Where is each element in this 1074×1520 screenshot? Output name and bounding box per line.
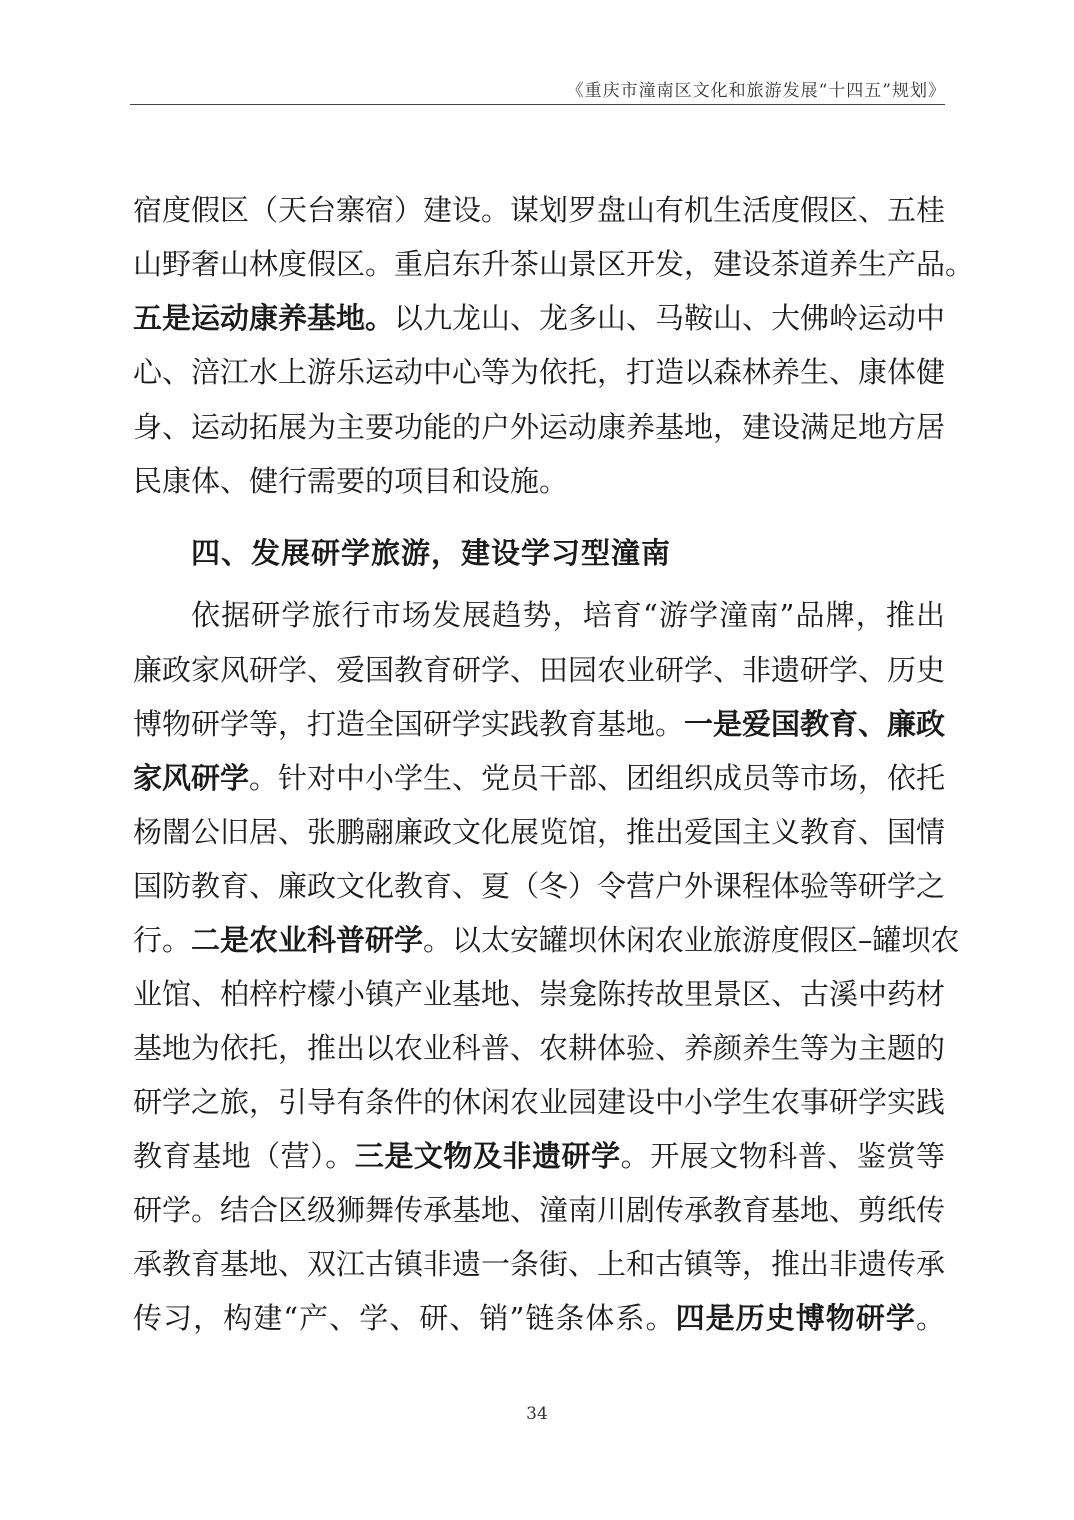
- section-heading: 四、发展研学旅游，建设学习型潼南: [191, 536, 672, 570]
- text-line: [133, 1190, 945, 1230]
- bold-text-segment: 五是运动康养基地。: [133, 301, 395, 335]
- text-segment: 业馆、柏梓柠檬小镇产业基地、崇龛陈抟故里景区、古溪中药材: [133, 977, 946, 1011]
- bold-text-segment: 三是文物及非遗研学: [354, 1139, 621, 1173]
- text-line: [191, 595, 945, 635]
- text-segment: 博物研学等，打造全国研学实践教育基地。: [133, 707, 685, 741]
- text-line: [133, 758, 945, 798]
- text-segment: 研学之旅，引导有条件的休闲农业园建设中小学生农事研学实践: [133, 1085, 946, 1119]
- page-number: 34: [526, 1404, 548, 1424]
- text-segment: 以九龙山、龙多山、马鞍山、大佛岭运动中: [394, 301, 946, 335]
- text-segment: 研学。结合区级狮舞传承基地、潼南川剧传承教育基地、剪纸传: [133, 1193, 946, 1227]
- text-segment: 民康体、健行需要的项目和设施。: [133, 464, 569, 498]
- text-segment: 。: [915, 1301, 945, 1335]
- running-header: 《重庆市潼南区文化和旅游发展“十四五”规划》: [566, 81, 946, 101]
- text-line: [133, 190, 945, 230]
- text-line: [133, 812, 945, 852]
- text-segment: 廉政家风研学、爱国教育研学、田园农业研学、非遗研学、历史: [133, 653, 946, 687]
- text-segment: 山野奢山林度假区。重启东升茶山景区开发，建设茶道养生产品。: [133, 247, 975, 281]
- bold-text-segment: 一是爱国教育、廉政: [684, 707, 946, 741]
- bold-text-segment: 四是历史博物研学: [675, 1301, 916, 1335]
- header-rule: [130, 104, 945, 105]
- text-segment: 宿度假区（天台寨宿）建设。谋划罗盘山有机生活度假区、五桂: [133, 193, 946, 227]
- text-segment: 杨闇公旧居、张鹏翮廉政文化展览馆，推出爱国主义教育、国情: [133, 815, 946, 849]
- text-line: [133, 1082, 945, 1122]
- text-line: [133, 704, 945, 744]
- text-segment: 国防教育、廉政文化教育、夏（冬）令营户外课程体验等研学之: [133, 869, 946, 903]
- text-segment: 教育基地（营）。: [133, 1139, 355, 1173]
- text-line: [133, 407, 945, 447]
- text-line: [133, 650, 945, 690]
- text-line: [133, 866, 945, 906]
- text-segment: 传习，构建“产、学、研、销”链条体系。: [133, 1301, 676, 1335]
- text-segment: 身、运动拓展为主要功能的户外运动康养基地，建设满足地方居: [133, 410, 946, 444]
- bold-text-segment: 家风研学: [133, 761, 250, 795]
- text-line: [133, 1244, 945, 1284]
- text-line: [133, 1136, 945, 1176]
- text-segment: 基地为依托，推出以农业科普、农耕体验、养颜养生等为主题的: [133, 1031, 946, 1065]
- text-line: [133, 298, 945, 338]
- text-line: [133, 244, 975, 284]
- text-line: [133, 920, 960, 960]
- text-segment: 行。: [133, 923, 192, 957]
- text-line: [133, 352, 945, 392]
- text-segment: 。针对中小学生、党员干部、团组织成员等市场，依托: [249, 761, 946, 795]
- text-segment: 。以太安罐坝休闲农业旅游度假区–罐坝农: [423, 923, 960, 957]
- text-line: [133, 461, 945, 501]
- text-segment: 。开展文物科普、鉴赏等: [620, 1139, 945, 1173]
- text-line: [133, 1028, 945, 1068]
- text-line: [133, 974, 945, 1014]
- text-segment: 心、涪江水上游乐运动中心等为依托，打造以森林养生、康体健: [133, 355, 946, 389]
- text-line: [133, 1298, 945, 1338]
- text-segment: 承教育基地、双江古镇非遗一条街、上和古镇等，推出非遗传承: [133, 1247, 946, 1281]
- text-segment: 依据研学旅行市场发展趋势，培育“游学潼南”品牌，推出: [191, 598, 945, 632]
- bold-text-segment: 二是农业科普研学: [191, 923, 424, 957]
